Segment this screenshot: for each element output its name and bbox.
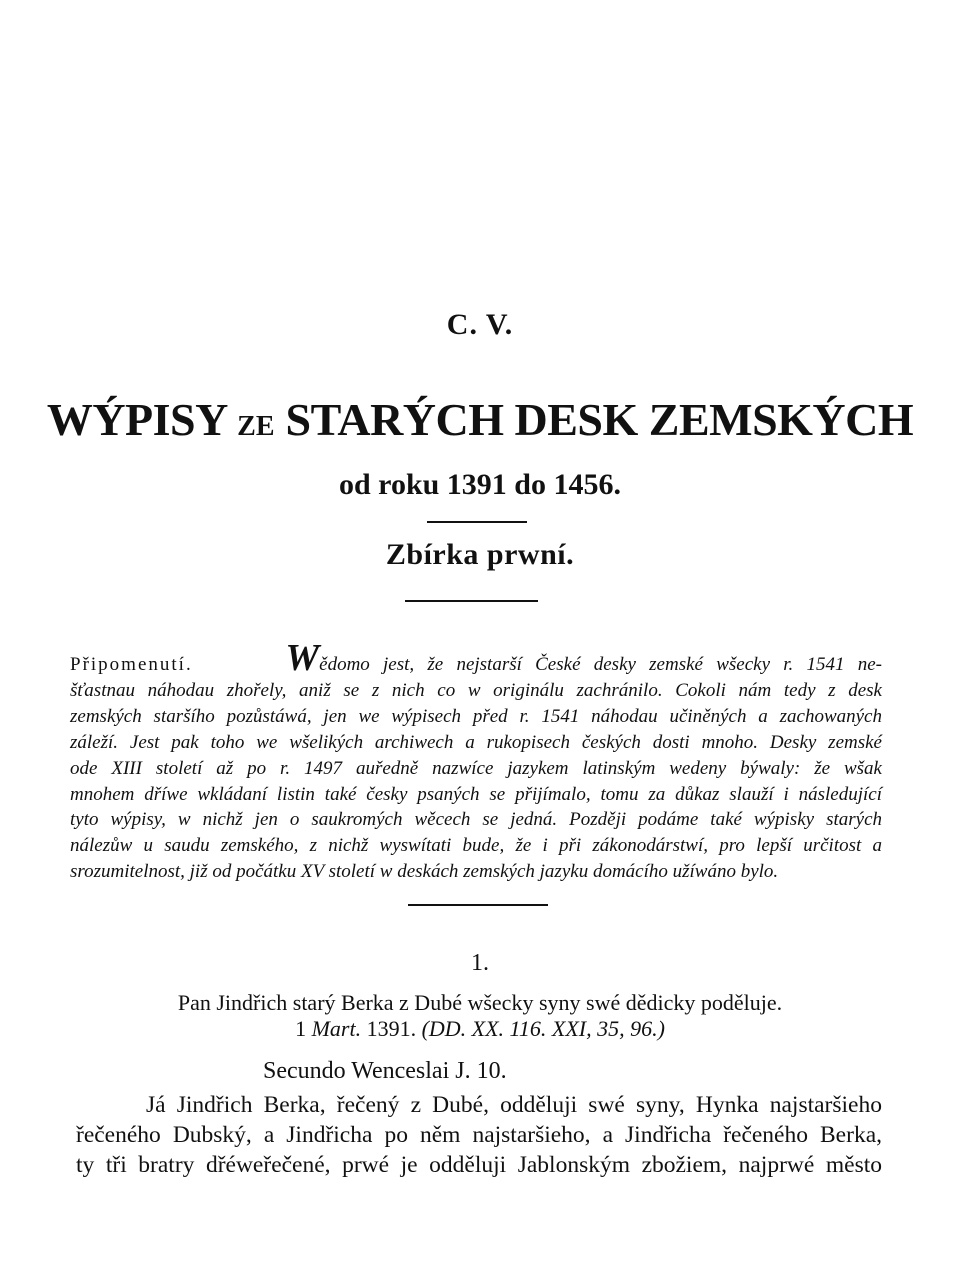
- note-line: tyto wýpisy, w nichž jen o saukromých wěcech se jedná. Později podáme také wýpisky starých: [70, 809, 882, 831]
- note-line: nálezůw u saudu zemského, z nichž wyswítati bude, že i při zákonodárstwí, pro lepší určitost a: [70, 835, 882, 857]
- note-line-text: ědomo jest, že nejstarší České desky zemské wšecky r. 1541 ne-: [319, 654, 882, 675]
- collection-heading: Zbírka prwní.: [385, 538, 575, 571]
- entry-heading: Pan Jindřich starý Berka z Dubé wšecky syny swé dědicky poděluje.: [177, 990, 783, 1015]
- note-label: Připomenutí.: [70, 654, 193, 675]
- dateline-month: Mart.: [311, 1016, 362, 1041]
- page-subtitle: od roku 1391 do 1456.: [338, 468, 621, 501]
- entry-body: [76, 1090, 882, 1180]
- body-line: řečeného Dubský, a Jindřicha po něm najstaršieho, a Jindřicha řečeného Berka,: [76, 1122, 882, 1148]
- dateline-year: 1391.: [361, 1016, 422, 1041]
- entry-number: 1.: [471, 950, 489, 976]
- note-line: záleží. Jest pak toho we wšelikých archiwech a rukopisech českých dosti mnoho. Desky zemské: [70, 731, 882, 753]
- note-line: mnohem dříwe wkládaní listin také česky psaných se přijímalo, tomu za důkaz slauží i následující: [70, 783, 882, 805]
- body-line: ty tři bratry dřéweřečené, prwé je odděluji Jablonským zbožiem, najprwé město: [76, 1152, 882, 1178]
- note-dropcap: W: [285, 637, 320, 679]
- chapter-number: C. V.: [446, 308, 514, 341]
- note-paragraph: [70, 637, 882, 885]
- dateline-day: 1: [295, 1016, 312, 1041]
- divider-rule-1: [427, 521, 527, 523]
- title-part-1: WÝPISY: [46, 394, 238, 445]
- page-title: [0, 393, 960, 446]
- entry-dateline: [0, 1016, 960, 1042]
- note-line: ode XIII století až po r. 1497 auředně nazwíce jazykem latinským wedeny býwaly: že wšak: [70, 757, 882, 779]
- note-line: [70, 637, 882, 679]
- title-part-2: ZE: [237, 411, 275, 442]
- note-line: šťastnau náhodau zhořely, aniž se z nich co w originálu zachránilo. Cokoli nám tedy z desk: [70, 679, 882, 701]
- note-line: srozumitelnost, již od počátku XV století w deskách zemských jazyku domácího užíwáno bylo.: [70, 861, 779, 883]
- body-line: Já Jindřich Berka, řečený z Dubé, odděluji swé syny, Hynka najstaršieho: [146, 1092, 882, 1118]
- dateline-reference: (DD. XX. 116. XXI, 35, 96.): [421, 1016, 665, 1041]
- divider-rule-2: [405, 600, 538, 602]
- note-line: zemských staršího pozůstáwá, jen we wýpisech před r. 1541 náhodau učiněných a zachowaných: [70, 705, 882, 727]
- divider-rule-3: [408, 904, 548, 906]
- title-part-3: STARÝCH DESK ZEMSKÝCH: [274, 394, 914, 445]
- secundo-line: Secundo Wenceslai J. 10.: [263, 1058, 507, 1084]
